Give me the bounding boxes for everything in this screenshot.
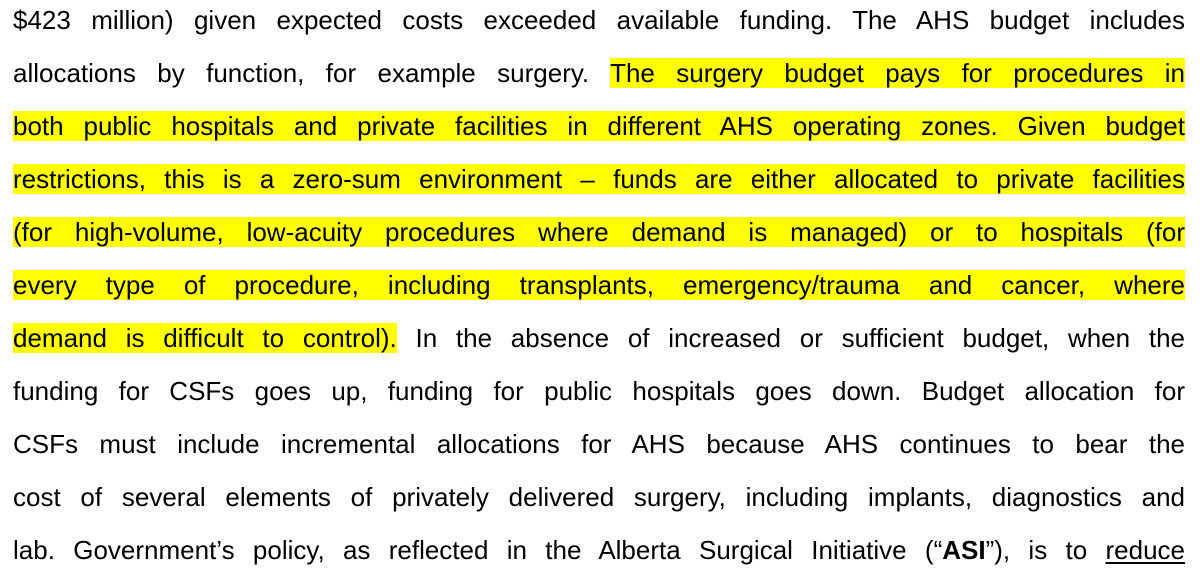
text-line — [13, 55, 1185, 91]
text-segment: funding for CSFs goes up, funding for public hospitals goes down. Budget allocation for — [13, 376, 1185, 406]
highlighted-text: demand is difficult to control). — [13, 323, 397, 353]
defined-term-asi: ASI — [942, 535, 986, 565]
text-line — [13, 267, 1185, 303]
text-line — [13, 532, 1185, 568]
text-line — [13, 2, 1185, 38]
text-line — [13, 320, 1185, 356]
highlighted-text: every type of procedure, including transplants, emergency/trauma and cancer, where — [13, 270, 1185, 300]
text-line — [13, 479, 1185, 515]
highlighted-text: both public hospitals and private facilities in different AHS operating zones. Given budget — [13, 111, 1185, 141]
text-segment: $423 million) given expected costs exceeded available funding. The AHS budget includes — [13, 5, 1185, 35]
text-line — [13, 214, 1185, 250]
text-segment: In the absence of increased or sufficient budget, when the — [396, 323, 1185, 353]
text-segment: lab. Government’s policy, as reflected in the Alberta Surgical Initiative (“ — [13, 535, 943, 565]
text-segment: ”), is to — [985, 535, 1106, 565]
text-segment: cost of several elements of privately delivered surgery, including implants, diagnostics and — [13, 482, 1185, 512]
text-segment: CSFs must include incremental allocations for AHS because AHS continues to bear the — [13, 429, 1185, 459]
text-line — [13, 161, 1185, 197]
highlighted-text: restrictions, this is a zero-sum environment – funds are either allocated to private facilities — [13, 164, 1185, 194]
text-line — [13, 373, 1185, 409]
text-segment: allocations by function, for example surgery. — [13, 58, 611, 88]
text-line — [13, 108, 1185, 144]
text-line — [13, 426, 1185, 462]
highlighted-text: (for high-volume, low-acuity procedures where demand is managed) or to hospitals (for — [13, 217, 1185, 247]
highlighted-text: The surgery budget pays for procedures in — [610, 58, 1186, 88]
underlined-word: reduce — [1105, 535, 1185, 565]
